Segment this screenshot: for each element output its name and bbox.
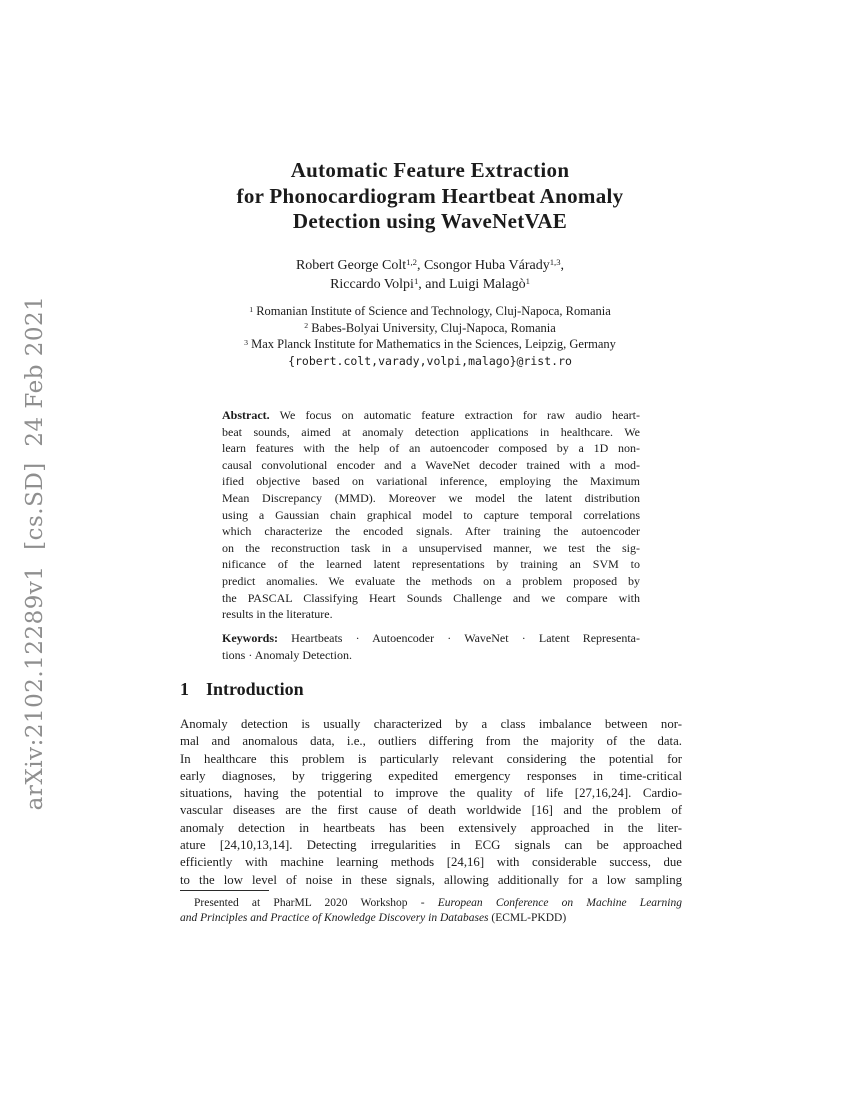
text-segment: for Phonocardiogram Heartbeat Anomaly [236,183,624,208]
text-segment: and Principles and Practice of Knowledge Discovery in Databases [180,912,489,924]
text-line [222,590,640,607]
text-segment: Abstract. [222,408,270,422]
text-segment: Robert George Colt [295,258,407,273]
section-heading-introduction [180,679,682,700]
text-line [110,321,750,338]
text-segment: Heartbeats · Autoencoder · WaveNet · Latent Representa- [278,631,640,645]
text-line [150,276,710,295]
text-line [180,785,682,802]
introduction-paragraph [180,716,682,889]
text-segment: to the low level of noise in these signals, allowing additionally for a low sampling [180,872,682,887]
text-line [222,407,640,424]
text-line [180,837,682,854]
affiliation-list [110,304,750,369]
text-segment: Mean Discrepancy (MMD). Moreover we model the latent distribution [222,490,640,505]
text-line [222,424,640,441]
text-line [180,716,682,733]
abstract-paragraph [222,407,640,623]
text-line [180,802,682,819]
text-line [222,606,640,623]
arxiv-watermark: arXiv:2102.12289v1 [cs.SD] 24 Feb 2021 [22,295,48,811]
text-line [180,896,682,911]
paper-title [150,158,710,235]
text-segment: In healthcare this problem is particularly relevant considering the potential for [180,751,682,766]
text-segment: , [560,258,565,273]
text-segment: , and Luigi Malagò [418,276,526,292]
text-line [180,733,682,750]
text-segment: 1,2 [406,257,417,268]
text-segment: Automatic Feature Extraction [290,158,570,182]
text-line [150,184,710,210]
text-segment: situations, having the potential to improve the quality of life [27,16,24]. Cardio- [180,786,682,801]
text-segment: {robert.colt,varady,volpi,malago}@rist.ro [288,353,572,368]
text-segment: learn features with the help of an autoencoder composed by a 1D non- [222,441,640,456]
text-segment: 1,3 [549,257,561,268]
text-segment: Detection using WaveNetVAE [292,209,568,233]
text-segment: the PASCAL Classifying Heart Sounds Challenge and we compare with [222,590,640,605]
text-line [222,457,640,474]
text-segment: , Csongor Huba Várady [416,258,550,273]
text-segment: Babes-Bolyai University, Cluj-Napoca, Romania [308,320,556,335]
text-line [222,630,640,647]
text-line [150,257,710,276]
text-segment: vascular diseases are the first cause of death worldwide [16] and the problem of [180,803,682,818]
footnote-rule [180,890,269,891]
text-segment: on the reconstruction task in a unsupervised manner, we test the sig- [222,540,640,555]
author-list [150,257,710,294]
text-line [222,556,640,573]
text-segment: anomaly detection in heartbeats has been extensively approached in the liter- [180,820,682,835]
text-line [110,337,750,354]
text-line [110,304,750,321]
text-segment: Max Planck Institute for Mathematics in the Sciences, Leipzig, Germany [247,337,616,352]
text-segment: early diagnoses, by triggering expedited emergency responses in time-critical [180,768,682,783]
text-line [222,573,640,590]
text-segment: European Conference on Machine Learning [437,897,682,909]
text-segment: We focus on automatic feature extraction for raw audio heart- [269,408,640,422]
text-segment: efficiently with machine learning methods [24,16] with considerable success, due [180,855,682,870]
text-line [222,473,640,490]
text-segment: (ECML-PKDD) [488,912,567,924]
text-segment: Presented at PharML 2020 Workshop - [194,897,438,909]
text-segment: beat sounds, aimed at anomaly detection applications in healthcare. We [222,424,640,439]
text-segment: which characterize the encoded signals. After training the autoencoder [222,524,640,539]
keywords-paragraph [222,630,640,663]
text-line [110,354,750,370]
text-segment: Romanian Institute of Science and Technology, Cluj-Napoca, Romania [253,304,611,318]
text-line [180,872,682,889]
text-line [180,768,682,785]
footnote-paragraph [180,896,682,926]
text-segment: tions · Anomaly Detection. [222,647,352,662]
text-segment: predict anomalies. We evaluate the methods on a problem proposed by [222,573,640,588]
text-segment: 2 [304,321,309,331]
text-line [180,854,682,871]
text-segment: Keywords: [222,631,278,645]
text-segment: mal and anomalous data, i.e., outliers differing from the majority of the data. [180,734,682,749]
section-title: Introduction [206,679,304,699]
text-line [180,911,682,926]
text-line [180,820,682,837]
text-segment: 1 [413,275,419,286]
text-line [222,507,640,524]
text-segment: results in the literature. [222,607,333,622]
text-segment: ature [24,10,13,14]. Detecting irregularities in ECG signals can be approached [180,838,682,853]
text-line [150,209,710,235]
text-line [222,540,640,557]
text-segment: Riccardo Volpi [330,276,414,292]
text-line [222,440,640,457]
text-segment: causal convolutional encoder and a WaveNet decoder trained with a mod- [222,457,640,472]
text-segment: nificance of the learned latent representations by training an SVM to [222,557,640,572]
text-segment: 3 [244,337,248,347]
section-number: 1 [180,679,189,699]
text-segment: ified objective based on variational inference, employing the Maximum [222,474,640,489]
text-segment: Anomaly detection is usually characterized by a class imbalance between nor- [180,717,682,731]
text-line [222,490,640,507]
text-segment: 1 [249,304,254,314]
text-line [180,751,682,768]
text-segment: 1 [525,275,530,286]
text-line [222,523,640,540]
text-line [222,647,640,664]
text-line [150,158,710,184]
text-segment: using a Gaussian chain graphical model to capture temporal correlations [222,507,640,522]
